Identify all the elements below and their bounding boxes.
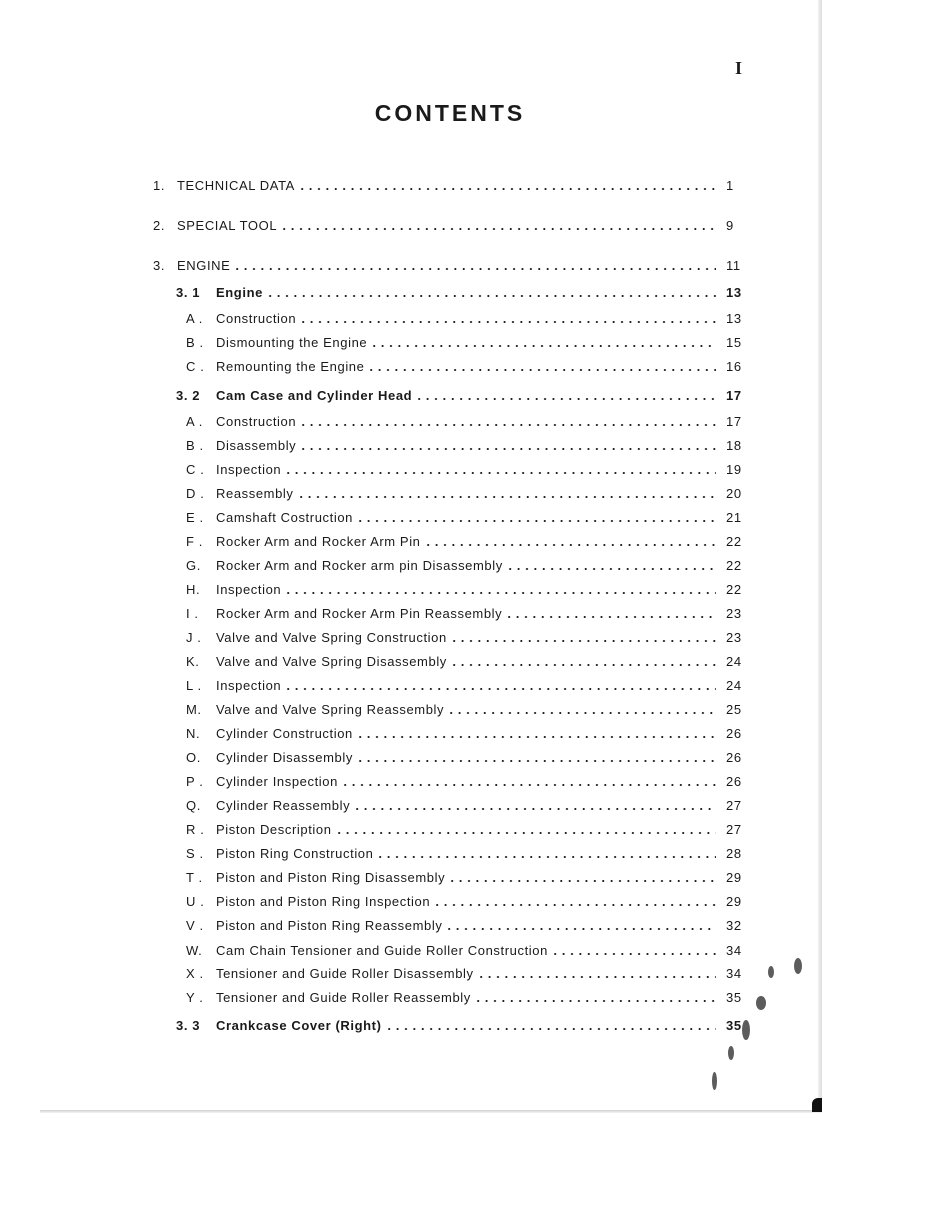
toc-item-letter: X . <box>186 966 204 981</box>
toc-item-letter: U . <box>186 894 205 909</box>
dot-leader <box>477 968 716 978</box>
toc-item-label: Rocker Arm and Rocker arm pin Disassembly <box>216 558 503 573</box>
toc-item[interactable] <box>186 846 742 861</box>
dot-leader <box>356 512 716 522</box>
dot-leader <box>433 896 716 906</box>
toc-item-label: Construction <box>216 311 297 326</box>
toc-item-label: Valve and Valve Spring Construction <box>216 630 447 645</box>
toc-item[interactable] <box>186 918 742 933</box>
toc-entry-number: 1. <box>153 178 166 193</box>
toc-item-page: 18 <box>726 438 742 453</box>
toc-entry-number: 3. 3 <box>176 1018 201 1033</box>
toc-item-page: 34 <box>726 966 742 981</box>
toc-entry-label: Engine <box>216 285 263 300</box>
toc-item-label: Reassembly <box>216 486 294 501</box>
toc-item[interactable] <box>186 582 742 597</box>
toc-item-letter: S . <box>186 846 204 861</box>
toc-subsection-cam-case[interactable] <box>176 388 742 403</box>
toc-item-label: Rocker Arm and Rocker Arm Pin Reassembly <box>216 606 503 621</box>
toc-item[interactable] <box>186 534 742 549</box>
dot-leader <box>450 656 716 666</box>
toc-item[interactable] <box>186 486 742 501</box>
toc-item-label: Piston and Piston Ring Disassembly <box>216 870 446 885</box>
toc-item-label: Inspection <box>216 462 282 477</box>
toc-item[interactable] <box>186 654 742 669</box>
toc-entry-label: Crankcase Cover (Right) <box>216 1018 382 1033</box>
toc-entry-page: 17 <box>726 388 742 403</box>
page-title: CONTENTS <box>374 100 526 126</box>
toc-item-page: 28 <box>726 846 742 861</box>
dot-leader <box>266 287 716 297</box>
toc-item-label: Dismounting the Engine <box>216 335 368 350</box>
toc-item[interactable] <box>186 359 742 374</box>
toc-item[interactable] <box>186 894 742 909</box>
toc-item-label: Inspection <box>216 582 282 597</box>
toc-entry-page: 13 <box>726 285 742 300</box>
toc-item-page: 24 <box>726 654 742 669</box>
toc-entry-page: 11 <box>726 258 741 273</box>
toc-item-label: Inspection <box>216 678 282 693</box>
toc-item-label: Cam Chain Tensioner and Guide Roller Construction <box>216 943 548 958</box>
toc-item-label: Piston Description <box>216 822 332 837</box>
dot-leader <box>280 220 716 230</box>
scan-smudge <box>712 1072 717 1090</box>
dot-leader <box>299 313 716 323</box>
dot-leader <box>385 1020 716 1030</box>
toc-item[interactable] <box>186 311 742 326</box>
dot-leader <box>284 584 716 594</box>
toc-item-letter: E . <box>186 510 204 525</box>
toc-item-page: 25 <box>726 702 742 717</box>
dot-leader <box>506 560 716 570</box>
toc-item-page: 34 <box>726 943 742 958</box>
toc-entry-label: TECHNICAL DATA <box>177 178 295 193</box>
toc-item[interactable] <box>186 630 742 645</box>
toc-subsection-crankcase-cover[interactable] <box>176 1018 742 1033</box>
toc-item[interactable] <box>186 750 742 765</box>
toc-item-letter: B . <box>186 438 204 453</box>
toc-item-label: Cylinder Reassembly <box>216 798 351 813</box>
toc-item[interactable] <box>186 414 742 429</box>
toc-item-letter: I . <box>186 606 199 621</box>
toc-item-letter: B . <box>186 335 204 350</box>
toc-item[interactable] <box>186 870 742 885</box>
toc-item[interactable] <box>186 822 742 837</box>
toc-item-label: Piston and Piston Ring Inspection <box>216 894 431 909</box>
toc-item-letter: W. <box>186 943 203 958</box>
dot-leader <box>353 800 716 810</box>
toc-item-label: Cylinder Construction <box>216 726 353 741</box>
toc-item-letter: H. <box>186 582 201 597</box>
scan-smudge <box>756 996 766 1010</box>
toc-item-label: Construction <box>216 414 297 429</box>
toc-item[interactable] <box>186 990 742 1005</box>
toc-item-label: Tensioner and Guide Roller Reassembly <box>216 990 471 1005</box>
toc-item-letter: N. <box>186 726 201 741</box>
toc-item[interactable] <box>186 510 742 525</box>
toc-item-letter: C . <box>186 359 205 374</box>
toc-item-letter: C . <box>186 462 205 477</box>
toc-item[interactable] <box>186 774 742 789</box>
dot-leader <box>233 260 716 270</box>
toc-entry-engine[interactable] <box>153 258 741 273</box>
toc-item[interactable] <box>186 558 742 573</box>
toc-item-letter: L . <box>186 678 202 693</box>
toc-item-page: 27 <box>726 822 742 837</box>
toc-item-label: Rocker Arm and Rocker Arm Pin <box>216 534 421 549</box>
toc-entry-page: 35 <box>726 1018 742 1033</box>
toc-item-page: 26 <box>726 750 742 765</box>
dot-leader <box>415 390 716 400</box>
page-number: I <box>735 58 743 78</box>
toc-item[interactable] <box>186 335 742 350</box>
toc-item-page: 22 <box>726 582 742 597</box>
toc-item-letter: D . <box>186 486 205 501</box>
toc-entry-label: Cam Case and Cylinder Head <box>216 388 413 403</box>
toc-item-page: 13 <box>726 311 742 326</box>
dot-leader <box>335 824 716 834</box>
dot-leader <box>299 440 716 450</box>
toc-subsection-engine[interactable] <box>176 285 742 300</box>
toc-item-label: Cylinder Disassembly <box>216 750 353 765</box>
toc-entry-label: SPECIAL TOOL <box>177 218 278 233</box>
toc-item-letter: T . <box>186 870 203 885</box>
toc-entry-number: 3. 1 <box>176 285 201 300</box>
scan-smudge <box>768 966 774 978</box>
toc-item-label: Disassembly <box>216 438 297 453</box>
toc-item-label: Valve and Valve Spring Reassembly <box>216 702 445 717</box>
toc-item-label: Cylinder Inspection <box>216 774 338 789</box>
toc-item-letter: A . <box>186 414 203 429</box>
scan-smudge <box>794 958 802 974</box>
toc-item-page: 16 <box>726 359 742 374</box>
toc-item-letter: J . <box>186 630 202 645</box>
dot-leader <box>376 848 716 858</box>
toc-entry-number: 3. 2 <box>176 388 201 403</box>
toc-item-page: 29 <box>726 894 742 909</box>
toc-item-letter: V . <box>186 918 204 933</box>
toc-item-letter: R . <box>186 822 205 837</box>
toc-item[interactable] <box>186 438 742 453</box>
dot-leader <box>367 361 716 371</box>
toc-item[interactable] <box>186 702 742 717</box>
toc-item-page: 26 <box>726 774 742 789</box>
toc-item-page: 23 <box>726 630 742 645</box>
toc-item-page: 19 <box>726 462 742 477</box>
toc-entry-special-tool[interactable] <box>153 218 734 233</box>
toc-entry-number: 2. <box>153 218 166 233</box>
toc-item-letter: Y . <box>186 990 204 1005</box>
toc-item-page: 21 <box>726 510 742 525</box>
dot-leader <box>448 872 716 882</box>
dot-leader <box>298 180 716 190</box>
toc-item-letter: M. <box>186 702 202 717</box>
dot-leader <box>299 416 716 426</box>
toc-item[interactable] <box>186 606 742 621</box>
dot-leader <box>341 776 716 786</box>
toc-item-letter: Q. <box>186 798 201 813</box>
toc-item-page: 15 <box>726 335 742 350</box>
dot-leader <box>424 536 716 546</box>
toc-item[interactable] <box>186 462 742 477</box>
toc-entry-page: 9 <box>726 218 734 233</box>
dot-leader <box>474 992 716 1002</box>
toc-item-page: 24 <box>726 678 742 693</box>
toc-item[interactable] <box>186 943 742 958</box>
toc-item-label: Piston and Piston Ring Reassembly <box>216 918 443 933</box>
dot-leader <box>284 680 716 690</box>
dot-leader <box>284 464 716 474</box>
dot-leader <box>450 632 716 642</box>
toc-item[interactable] <box>186 678 742 693</box>
toc-item-page: 20 <box>726 486 742 501</box>
toc-item-label: Remounting the Engine <box>216 359 365 374</box>
toc-item-page: 35 <box>726 990 742 1005</box>
toc-item-letter: P . <box>186 774 204 789</box>
toc-item-letter: F . <box>186 534 203 549</box>
toc-item-page: 32 <box>726 918 742 933</box>
toc-item-label: Camshaft Costruction <box>216 510 353 525</box>
toc-item-letter: A . <box>186 311 203 326</box>
toc-item-letter: O. <box>186 750 201 765</box>
toc-item-label: Valve and Valve Spring Disassembly <box>216 654 447 669</box>
toc-item[interactable] <box>186 726 742 741</box>
toc-item[interactable] <box>186 798 742 813</box>
toc-item[interactable] <box>186 966 742 981</box>
dot-leader <box>370 337 716 347</box>
dot-leader <box>445 920 716 930</box>
toc-entry-technical-data[interactable] <box>153 178 734 193</box>
toc-item-label: Piston Ring Construction <box>216 846 374 861</box>
toc-item-page: 26 <box>726 726 742 741</box>
toc-item-label: Tensioner and Guide Roller Disassembly <box>216 966 474 981</box>
toc-item-page: 29 <box>726 870 742 885</box>
toc-item-page: 23 <box>726 606 742 621</box>
dot-leader <box>447 704 716 714</box>
dot-leader <box>297 488 716 498</box>
scan-smudge <box>728 1046 734 1060</box>
dot-leader <box>356 752 716 762</box>
toc-entry-label: ENGINE <box>177 258 231 273</box>
scan-smudge <box>742 1020 750 1040</box>
dot-leader <box>356 728 716 738</box>
toc-item-page: 17 <box>726 414 742 429</box>
toc-entry-page: 1 <box>726 178 734 193</box>
dot-leader <box>505 608 716 618</box>
toc-item-letter: K. <box>186 654 200 669</box>
toc-entry-number: 3. <box>153 258 166 273</box>
toc-item-page: 22 <box>726 534 742 549</box>
toc-item-letter: G. <box>186 558 201 573</box>
dot-leader <box>551 945 716 955</box>
toc-item-page: 22 <box>726 558 742 573</box>
toc-item-page: 27 <box>726 798 742 813</box>
